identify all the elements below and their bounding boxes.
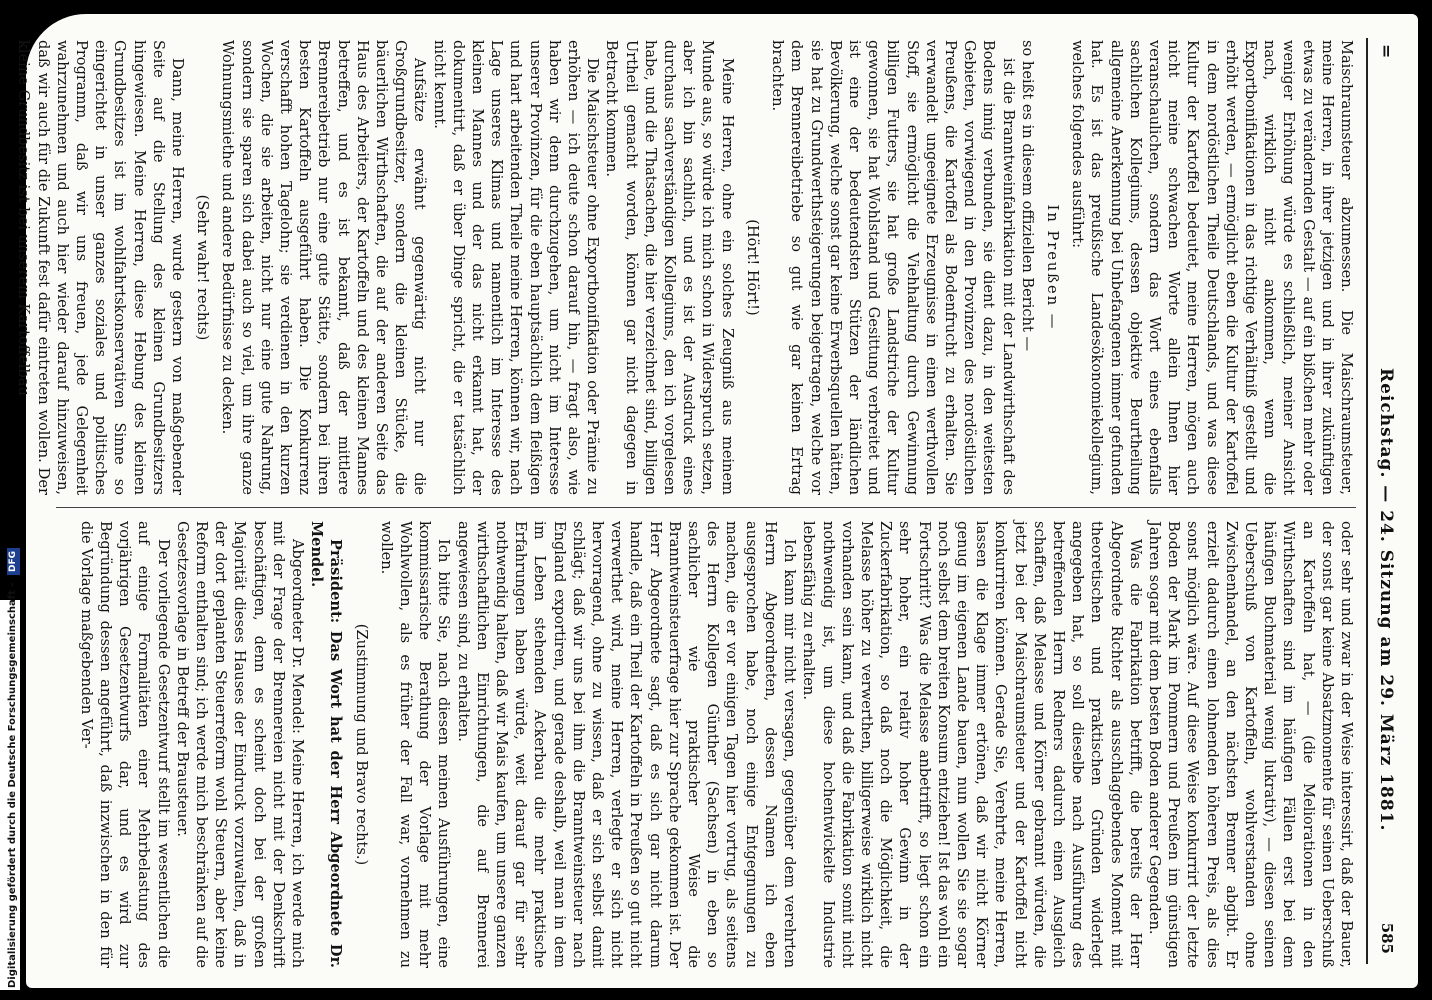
left-text-column: [15, 40, 1356, 495]
interjection: (Sehr wahr! rechts): [194, 194, 212, 341]
speaker-paragraph: Präsident: Das Wort hat der Herr Abgeordnete Dr. Mendel.: [308, 521, 345, 968]
paragraph: Maischraumsteuer abzumessen. Die Maischraumsteuer, meine Herren, in ihrer jetzigen und in ihrer zukünftigen etwas zu verändernden Gestalt — auf ein bißchen mehr oder weniger Erhöhung würde es schließlich, meiner Ansicht nach, wirklich nicht ankommen, wenn die Exportbonifikationen in das richtige Verhältniß gestellt und erhöht werden, — ermöglicht eben die Kultur der Kartoffel in dem nordöstlichen Theile Deutschlands, und was diese Kultur der Kartoffel bedeutet, meine Herren, mögen auch nicht meine schwachen Worte allein Ihnen hier veranschaulichen, sondern das Wort eines ebenfalls sachlichen Kollegiums, dessen objektive Beurtheilung allgemeine Anerkennung bei Unbefangenen immer gefunden hat. Es ist das preußische Landesökonomiekollegium, welches folgendes ausführt:: [1069, 40, 1355, 495]
speaker-paragraph: Abgeordneter Dr. Mendel: Meine Herren, ich werde mich mit der Frage der Brennereien nicht mit der Denkschrift beschäftigen, denn es scheint doch bei der großen Majorität dieses Hauses der Eindruck vorzuwalten, daß in der dort geplanten Steuerreform wohl Steuern, aber keine Reform enthalten sind; ich werde mich beschränken auf die Gesetzesvorlage in Betreff der Brausteuer.: [173, 521, 307, 968]
paragraph: Meine Herren, ohne ein solches Zeugniß aus meinem Munde aus, so würde ich mich schon in Widerspruch setzen, aber ich bin sachlich, und es ist der Ausdruck eines durchaus sachverständigen Kollegiums, den ich vorgelesen habe, und die Thatsachen, die hier verzeichnet sind, billigen Urtheil gemacht worden, können gar nicht dagegen in Betracht kommen.: [603, 40, 736, 495]
paragraph: Aufsätze erwähnt gegenwärtig nicht nur die Großgrundbesitzer, sondern die kleinen Stücke, die bäuerlichen Wirthschaften, die auf der anderen Seite das Haus des Arbeiters, der Kartoffeln und des kleinen Mannes betreffen, und es ist bekannt, daß der mittlere Brennereibetrieb nur eine gute Stätte, sondern bei ihren besten Kartoffeln ausgeführt haben. Die Konkurrenz verschafft hohen Tagelohn; sie verdienen in den kurzen Wochen, die sie arbeiten, nicht nur eine gute Nahrung, sondern sie sparen sich dabei auch so viel, um ihre ganze Wohnungsmiethe und andere Bedürfnisse zu decken.: [219, 40, 429, 495]
funding-note-text: [3, 550, 23, 988]
interjection: (Zustimmung und Bravo rechts.): [352, 623, 370, 866]
dfg-logo: DFG: [7, 548, 20, 575]
paragraph: Ich bitte Sie, nach diesen meinen Ausführungen, eine kommissarische Berathung der Vorlage mit mehr Wohlwollen, als es früher der Fall war, vornehmen zu wollen.: [377, 521, 453, 968]
right-text-column: [56, 521, 1356, 968]
page-number: 585: [1378, 922, 1396, 954]
document-page: [15, 14, 1418, 988]
paragraph: Was die Fabrikation betrifft, die bereits der Herr Abgeordnete Richter als ausschlaggebendes Moment mit theoretischen und praktischen Gründen widerlegt angegeben hat, so soll dieselbe nach Ausführung des betreffenden Herrn Redners dadurch einen Ausgleich schaffen, daß Melasse und Körner gebrannt würden, die jetzt bei der Maischraumsteuer und der Kartoffel nicht konkurriren können. Gerade Sie, Verehrte, meine Herren, lassen die Klage immer ertönen, daß wir nicht Körner genug im eigenen Lande bauen, nun wollen Sie sie sogar noch selbst dem breiten Konsum entziehen! Ist das wohl ein Fortschritt? Was die Melasse anbetrifft, so liegt schon ein sehr hoher, ein relativ hoher Gewinn in der Zuckerfabrikation, so daß noch die Möglichkeit, die Melasse höher zu verwerthen, billigerweise wirklich nicht vorhanden sein kann, und daß die Fabrikation somit nicht nothwendig ist, um diese hochentwickelte Industrie lebensfähig zu erhalten.: [800, 521, 1144, 968]
funding-text: Digitalisierung gefördert durch die Deutsche Forschungsgemeinschaft -: [7, 582, 18, 988]
quoted-passage: ist die Branntweinfabrikation mit der Landwirthschaft des Bodens innig verbunden, sie dient dazu, in den weitesten Gebieten, vorwiegend in den Provinzen des nordöstlichen Preußens, die Kartoffel als Bodenfrucht zu erhalten. Sie verwandelt ungeeignete Erzeugnisse in einen werthvollen Stoff, sie ermöglicht die Viehhaltung durch Gewinnung billigen Futters, sie hat große Landstriche der Kultur gewonnen, sie hat Wohlstand und Gesittung verbreitet und ist eine der bedeutendsten Stützen der ländlichen Bevölkerung, welche sonst gar keine Erwerbsquellen hätten, sie hat zu Grundwerthsteigerungen beigetragen, welche vor dem Brennereibetriebe so gut wie gar keinen Ertrag brachten.: [769, 40, 1017, 495]
rotated-page-content: [15, 14, 1418, 988]
paragraph: Ich kann mir nicht versagen, gegenüber dem verehrten Herrn Abgeordneten, dessen Namen ich eben ausgesprochen habe, noch einige Entgegnungen zu machen, die er vor einigen Tagen hier vortrug, als seitens des Herrn Kollegen Günther (Sachsen) in eben so sachlicher wie praktischer Weise die Branntweinsteuerfrage hier zur Sprache gekommen ist. Der Herr Abgeordnete sagt, daß es sich gar nicht darum handle, daß ein Theil der Kartoffeln in Preußen so gut nicht verwerthet wird, meine Herren, verlegte er sich nicht hervorragend, ohne zu wissen, daß er sich selbst damit schlägt; daß wir uns bei ihm die Branntweinsteuer nach England exportiren, und gerade deshalb, weil man in dem im Leben stehenden Ackerbau die mehr praktische Erfahrungen haben würde, weit darauf gar für sehr nothwendig halten, daß wir Mais kaufen, um unsere ganzen wirthschaftlichen Einrichtungen, die auf Brennerei angewiesen sind, zu erhalten.: [454, 521, 799, 968]
header-mark: =: [1376, 44, 1396, 59]
funding-note: [0, 550, 20, 990]
interjection: (Hört! Hört!): [743, 219, 761, 316]
header-rule: [1366, 38, 1368, 964]
paragraph: Dann, meine Herren, wurde gestern von maßgebender Seite auf die Stellung des kleinen Grundbesitzers hingewiesen. Meine Herren, diese Hebung des kleinen Grundbesitzes ist im wohlfahrtskonservativen Sinne so eingerichtet in unser ganzes soziales und politisches Programm, daß wir uns freuen, jede Gelegenheit wahrzunehmen und auch hier wieder darauf hinzuweisen, daß wir auch für die Zukunft fest dafür eintreten wollen. Der kleine Grundbesitz ist bei unserem Kartoffelbau: [15, 40, 187, 495]
paragraph: Der vorliegende Gesetzentwurf stellt im wesentlichen die auf einige Formalitäten einer Mehrbelastung des vorjährigen Gesetzentwurfs dar, und es wird zur Begründung dessen angeführt, daß inzwischen in den für die Vorlage maßgebenden Ver-: [77, 521, 172, 968]
paragraph: oder sehr und zwar in der Weise interessirt, daß der Bauer, der sonst gar keine Absatzmomente für seinen Ueberschuß an Kartoffeln hat, — (die Meliorationen in den Wirthschaften sind im häufigen Fällen erst bei dem häufigen Buchmaterial wenig lukrativ), — diesen seinen Ueberschuß von Kartoffeln, wohlverstanden ohne Zwischenhandel, an den nächsten Brenner abgibt. Er erzielt dadurch einen lohnenden höheren Preis, als dies sonst möglich wäre. Auf diese Weise konkurrirt der letzte Boden der Mark im Pommern und Preußen im günstigen Jahren sogar mit dem besten Boden anderer Gegenden.: [1145, 521, 1355, 968]
column-divider: [56, 507, 1356, 508]
running-head: Reichstag. — 24. Sitzung am 29. März 1881.: [1376, 368, 1396, 832]
page-header: [1366, 38, 1406, 964]
quote-heading: In Preußen —: [1043, 204, 1061, 331]
paragraph: so heißt es in diesem offiziellen Bericht —: [1018, 40, 1036, 352]
paragraph: Die Maischsteuer ohne Exportbonifikation oder Prämie zu erhöhen — ich deute schon darauf hin, — fragt also, wie haben wir denn durchzugehen, um nicht im Interesse unserer Provinzen, für die eben hauptsächlich dem fleißigen und hart arbeitenden Theile meine Herren, können wir, nach Lage unseres Klimas und namentlich im Interesse des kleinen Mannes und der das nicht erkannt hat, der dokumentirt, daß er über Dinge spricht, die er tatsächlich nicht kennt.: [430, 40, 602, 495]
